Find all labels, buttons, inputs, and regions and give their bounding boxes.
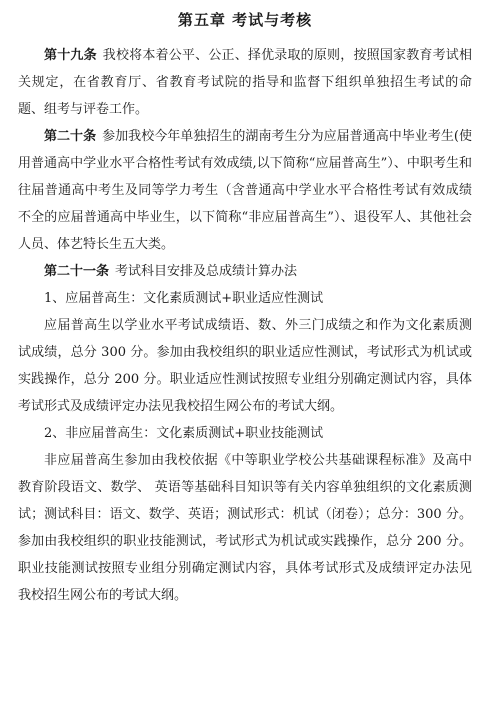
article-21-label: 第二十一条: [44, 264, 110, 279]
chapter-title: 第五章 考试与考核: [177, 11, 313, 29]
article-21-paragraph: [18, 258, 472, 285]
article-20-text: 参加我校今年单独招生的湖南考生分为应届普通高中毕业考生(使用普通高中学业水平合格性考试有效成绩,以下简称“应届普高生”）、中职考生和往届普通高中考生及同等学力考生（含普通高中学业水平合格性考试有效成绩不全的应届普通高中毕业生，以下简称“非应届普高生”）、退役军人、其他社会人员、体艺特长生五大类。: [18, 129, 472, 252]
item-1-heading: 1、应届普高生：文化素质测试+职业适应性测试: [44, 291, 324, 306]
item-1-body: 应届普高生以学业水平考试成绩语、数、外三门成绩之和作为文化素质测试成绩，总分 300 分。参加由我校组织的职业适应性测试，考试形式为机试或实践操作，总分 200 分。职业适应性测试按照专业组分别确定测试内容，具体考试形式及成绩评定办法见我校招生网公布的考试大纲。: [18, 318, 472, 414]
article-20-label: 第二十条: [44, 129, 97, 144]
article-19-label: 第十九条: [44, 48, 97, 63]
article-20-paragraph: [18, 123, 472, 258]
item-2-heading: 2、非应届普高生：文化素质测试+职业技能测试: [44, 426, 324, 441]
article-19-paragraph: [18, 42, 472, 123]
article-19-text: 我校将本着公平、公正、择优录取的原则，按照国家教育考试相关规定，在省教育厅、省教育考试院的指导和监督下组织单独招生考试的命题、组考与评卷工作。: [18, 48, 472, 117]
item-2-body: 非应届普高生参加由我校依据《中等职业学校公共基础课程标准》及高中教育阶段语文、数学、 英语等基础科目知识等有关内容单独组织的文化素质测试；测试科目：语文、数学、英语；测试形式：机试（闭卷）；总分：300 分。参加由我校组织的职业技能测试，考试形式为机试或实践操作，总分 200 分。职业技能测试按照专业组分别确定测试内容，具体考试形式及成绩评定办法见我校招生网公布的考试大纲。: [18, 453, 472, 603]
article-21-text: 考试科目安排及总成绩计算办法: [115, 264, 298, 279]
